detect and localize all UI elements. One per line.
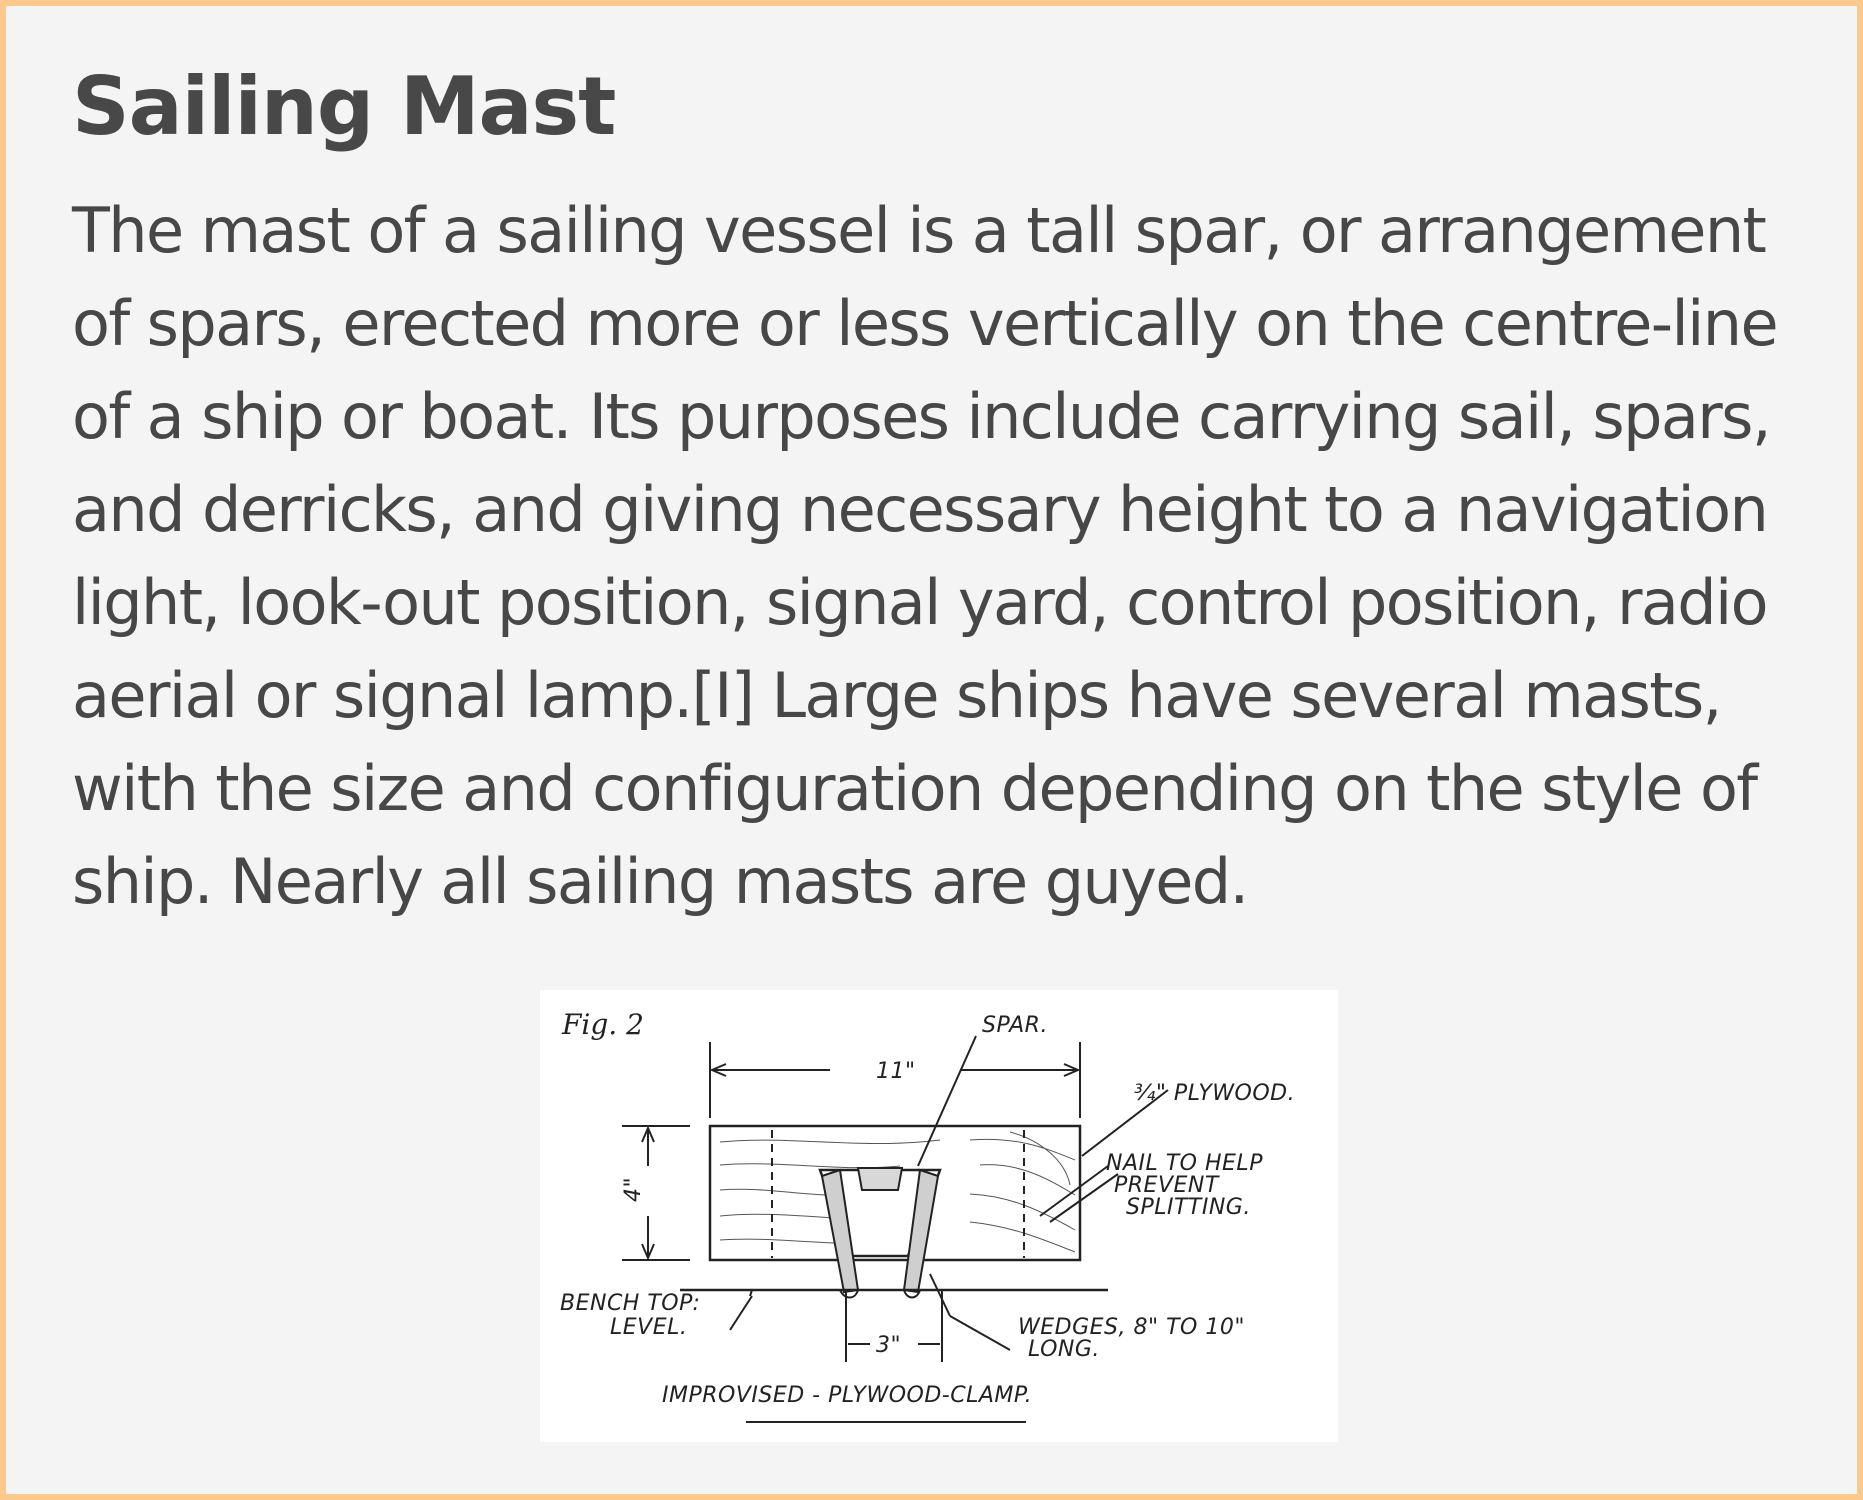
label-nail-line3: SPLITTING.: [1126, 1195, 1251, 1220]
clamp-diagram: [540, 990, 1338, 1442]
leader-bench-2: [730, 1296, 752, 1330]
label-plywood: ¾" PLYWOOD.: [1134, 1081, 1296, 1106]
leader-spar: [918, 1036, 976, 1166]
leader-nail-2: [1050, 1174, 1118, 1222]
label-wedges-line1: WEDGES, 8" TO 10": [1018, 1315, 1245, 1340]
label-bench-line2: LEVEL.: [610, 1315, 688, 1340]
label-gap: 3": [876, 1333, 902, 1358]
label-nail-line1: NAIL TO HELP: [1106, 1151, 1263, 1176]
leader-wedges-2: [950, 1316, 1010, 1350]
label-nail-line2: PREVENT: [1114, 1173, 1219, 1198]
article-body: The mast of a sailing vessel is a tall spar, or arrangement of spars, erected more or less vertically on the centre-line of a ship or boat. Its purposes include carrying sail, spars, and derricks, and giving necessary height to a navigation light, look-out position, signal yard, control position, radio aerial or signal lamp.[I] Large ships have several masts, with the size and configuration depending on the style of ship. Nearly all sailing masts are guyed.: [72, 194, 1778, 918]
leader-wedges: [930, 1274, 950, 1316]
label-wedges-line2: LONG.: [1028, 1337, 1100, 1362]
label-bench-line1: BENCH TOP:: [560, 1291, 701, 1316]
label-spar: SPAR.: [982, 1013, 1048, 1038]
spar-section: [858, 1168, 902, 1190]
label-width: 11": [876, 1059, 916, 1084]
page-title: Sailing Mast: [72, 60, 616, 153]
leader-nail-1: [1040, 1166, 1108, 1216]
label-height: 4": [621, 1176, 646, 1202]
clamp-diagram-figure: [540, 990, 1338, 1442]
figure-number: Fig. 2: [562, 1008, 644, 1041]
figure-caption: IMPROVISED - PLYWOOD-CLAMP.: [662, 1383, 1033, 1408]
